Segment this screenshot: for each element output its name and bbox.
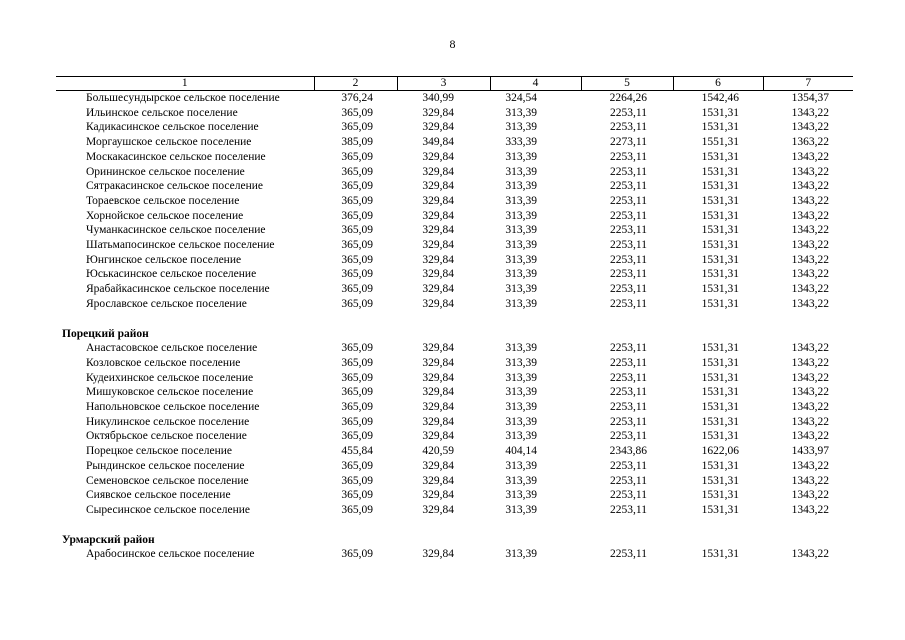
value-cell: 1343,22 [791, 489, 829, 502]
value-cell: 2253,11 [610, 401, 647, 414]
value-cell: 313,39 [505, 503, 537, 516]
table-row [56, 91, 853, 106]
value-cell: 313,39 [505, 194, 537, 207]
settlement-name: Сыресинское сельское поселение [86, 503, 251, 516]
settlement-name: Хорнойское сельское поселение [86, 209, 244, 222]
value-cell: 2253,11 [610, 548, 647, 561]
value-cell: 340,99 [422, 92, 454, 104]
value-cell: 329,84 [422, 356, 454, 369]
value-cell: 329,84 [422, 548, 454, 561]
value-cell: 1354,37 [791, 92, 829, 104]
value-cell: 365,09 [341, 106, 373, 119]
value-cell: 329,84 [422, 165, 454, 178]
value-cell: 2253,11 [610, 209, 647, 222]
table-row [56, 267, 853, 282]
value-cell: 1343,22 [791, 180, 829, 193]
value-cell: 1343,22 [791, 194, 829, 207]
value-cell: 333,39 [505, 136, 537, 149]
table-row [56, 371, 853, 386]
table-row [56, 547, 853, 562]
value-cell: 2253,11 [610, 371, 647, 384]
value-cell: 1531,31 [701, 356, 739, 369]
value-cell: 1551,31 [701, 136, 739, 149]
table-row [56, 179, 853, 194]
value-cell: 1531,31 [701, 283, 739, 296]
settlement-name: Порецкое сельское поселение [86, 445, 233, 458]
value-cell: 1343,22 [791, 268, 829, 281]
settlement-name: Октябрьское сельское поселение [86, 430, 247, 443]
value-cell: 404,14 [505, 445, 537, 458]
value-cell: 329,84 [422, 106, 454, 119]
value-cell: 329,84 [422, 194, 454, 207]
value-cell: 329,84 [422, 430, 454, 443]
value-cell: 365,09 [341, 150, 373, 163]
table-row [56, 400, 853, 415]
table-row [56, 120, 853, 135]
section-spacer [56, 518, 853, 533]
value-cell: 1433,97 [791, 445, 829, 458]
value-cell: 349,84 [422, 136, 454, 149]
value-cell: 324,54 [505, 92, 537, 104]
settlement-name: Ярабайкасинское сельское поселение [86, 283, 270, 296]
value-cell: 329,84 [422, 459, 454, 472]
column-header: 5 [581, 77, 673, 91]
value-cell: 329,84 [422, 209, 454, 222]
column-header: 1 [56, 77, 314, 91]
settlement-name: Арабосинское сельское поселение [86, 548, 255, 561]
value-cell: 1343,22 [791, 253, 829, 266]
table-row [56, 238, 853, 253]
spacer-cell [56, 312, 853, 327]
settlement-name: Ярославское сельское поселение [86, 297, 247, 310]
value-cell: 365,09 [341, 386, 373, 399]
value-cell: 1343,22 [791, 342, 829, 355]
settlement-name: Кадикасинское сельское поселение [86, 121, 259, 134]
value-cell: 1343,22 [791, 430, 829, 443]
value-cell: 329,84 [422, 150, 454, 163]
value-cell: 1531,31 [701, 401, 739, 414]
value-cell: 2253,11 [610, 268, 647, 281]
value-cell: 1343,22 [791, 401, 829, 414]
value-cell: 1343,22 [791, 415, 829, 428]
table-row [56, 385, 853, 400]
value-cell: 329,84 [422, 283, 454, 296]
column-header: 3 [397, 77, 490, 91]
value-cell: 365,09 [341, 342, 373, 355]
value-cell: 313,39 [505, 224, 537, 237]
value-cell: 1531,31 [701, 194, 739, 207]
value-cell: 329,84 [422, 401, 454, 414]
value-cell: 2253,11 [610, 283, 647, 296]
value-cell: 365,09 [341, 239, 373, 252]
value-cell: 2253,11 [610, 386, 647, 399]
value-cell: 365,09 [341, 224, 373, 237]
section-spacer [56, 312, 853, 327]
value-cell: 313,39 [505, 150, 537, 163]
settlement-name: Кудеихинское сельское поселение [86, 371, 254, 384]
value-cell: 2253,11 [610, 430, 647, 443]
value-cell: 365,09 [341, 401, 373, 414]
settlement-name: Сиявское сельское поселение [86, 489, 231, 502]
value-cell: 329,84 [422, 239, 454, 252]
value-cell: 313,39 [505, 297, 537, 310]
table-row [56, 356, 853, 371]
value-cell: 365,09 [341, 430, 373, 443]
value-cell: 420,59 [422, 445, 454, 458]
settlement-name: Семеновское сельское поселение [86, 474, 249, 487]
value-cell: 313,39 [505, 474, 537, 487]
value-cell: 1531,31 [701, 489, 739, 502]
value-cell: 2253,11 [610, 297, 647, 310]
value-cell: 313,39 [505, 386, 537, 399]
value-cell: 365,09 [341, 209, 373, 222]
column-header: 6 [673, 77, 763, 91]
value-cell: 1531,31 [701, 371, 739, 384]
settlement-name: Юнгинское сельское поселение [86, 253, 242, 266]
table-row [56, 106, 853, 121]
value-cell: 2253,11 [610, 459, 647, 472]
value-cell: 1343,22 [791, 239, 829, 252]
value-cell: 313,39 [505, 106, 537, 119]
settlement-name: Козловское сельское поселение [86, 356, 241, 369]
district-heading: Урмарский район [62, 533, 155, 546]
value-cell: 365,09 [341, 180, 373, 193]
value-cell: 2253,11 [610, 356, 647, 369]
settlement-name: Напольновское сельское поселение [86, 401, 260, 414]
value-cell: 1531,31 [701, 121, 739, 134]
value-cell: 1531,31 [701, 268, 739, 281]
value-cell: 313,39 [505, 356, 537, 369]
value-cell: 1343,22 [791, 283, 829, 296]
value-cell: 1531,31 [701, 386, 739, 399]
value-cell: 365,09 [341, 474, 373, 487]
value-cell: 365,09 [341, 356, 373, 369]
value-cell: 365,09 [341, 121, 373, 134]
value-cell: 329,84 [422, 297, 454, 310]
value-cell: 365,09 [341, 415, 373, 428]
settlement-name: Мишуковское сельское поселение [86, 386, 254, 399]
value-cell: 1531,31 [701, 503, 739, 516]
value-cell: 365,09 [341, 503, 373, 516]
value-cell: 1531,31 [701, 548, 739, 561]
value-cell: 329,84 [422, 371, 454, 384]
value-cell: 1343,22 [791, 386, 829, 399]
value-cell: 1531,31 [701, 297, 739, 310]
value-cell: 1542,46 [701, 92, 739, 104]
page-number: 8 [449, 37, 456, 51]
value-cell: 365,09 [341, 459, 373, 472]
value-cell: 329,84 [422, 224, 454, 237]
value-cell: 2253,11 [610, 503, 647, 516]
value-cell: 313,39 [505, 342, 537, 355]
value-cell: 329,84 [422, 489, 454, 502]
table-row [56, 223, 853, 238]
value-cell: 329,84 [422, 386, 454, 399]
settlement-name: Рындинское сельское поселение [86, 459, 245, 472]
value-cell: 365,09 [341, 371, 373, 384]
settlement-name: Тораевское сельское поселение [86, 194, 240, 207]
value-cell: 1531,31 [701, 106, 739, 119]
settlement-name: Орининское сельское поселение [86, 165, 245, 178]
value-cell: 1531,31 [701, 430, 739, 443]
table-row [56, 341, 853, 356]
value-cell: 2253,11 [610, 415, 647, 428]
value-cell: 1343,22 [791, 371, 829, 384]
value-cell: 365,09 [341, 489, 373, 502]
value-cell: 365,09 [341, 253, 373, 266]
value-cell: 329,84 [422, 342, 454, 355]
table-row [56, 459, 853, 474]
value-cell: 1343,22 [791, 474, 829, 487]
value-cell: 365,09 [341, 283, 373, 296]
settlement-name: Юськасинское сельское поселение [86, 268, 257, 281]
value-cell: 313,39 [505, 253, 537, 266]
table-row [56, 253, 853, 268]
district-heading-row [56, 327, 853, 342]
value-cell: 313,39 [505, 459, 537, 472]
value-cell: 1531,31 [701, 224, 739, 237]
table-row [56, 194, 853, 209]
table-row [56, 135, 853, 150]
value-cell: 1531,31 [701, 474, 739, 487]
value-cell: 2253,11 [610, 180, 647, 193]
value-cell: 2253,11 [610, 150, 647, 163]
value-cell: 313,39 [505, 283, 537, 296]
value-cell: 1343,22 [791, 121, 829, 134]
value-cell: 313,39 [505, 180, 537, 193]
value-cell: 1343,22 [791, 459, 829, 472]
value-cell: 2253,11 [610, 342, 647, 355]
value-cell: 365,09 [341, 297, 373, 310]
value-cell: 329,84 [422, 415, 454, 428]
value-cell: 2253,11 [610, 224, 647, 237]
value-cell: 1343,22 [791, 297, 829, 310]
district-heading: Порецкий район [62, 327, 149, 340]
value-cell: 313,39 [505, 165, 537, 178]
table-row [56, 503, 853, 518]
settlement-name: Шатьмапосинское сельское поселение [86, 239, 275, 252]
table-row [56, 429, 853, 444]
table-header-row [56, 77, 853, 91]
value-cell: 365,09 [341, 194, 373, 207]
settlement-name: Большесундырское сельское поселение [86, 92, 280, 104]
settlement-name: Никулинское сельское поселение [86, 415, 250, 428]
value-cell: 1343,22 [791, 165, 829, 178]
column-header: 7 [763, 77, 853, 91]
value-cell: 313,39 [505, 401, 537, 414]
value-cell: 1531,31 [701, 459, 739, 472]
value-cell: 313,39 [505, 415, 537, 428]
value-cell: 329,84 [422, 253, 454, 266]
value-cell: 1531,31 [701, 342, 739, 355]
settlement-name: Анастасовское сельское поселение [86, 342, 258, 355]
value-cell: 365,09 [341, 548, 373, 561]
value-cell: 329,84 [422, 268, 454, 281]
settlement-name: Сятракасинское сельское поселение [86, 180, 263, 193]
value-cell: 313,39 [505, 430, 537, 443]
table-row [56, 297, 853, 312]
value-cell: 1343,22 [791, 209, 829, 222]
value-cell: 2253,11 [610, 121, 647, 134]
table-row [56, 488, 853, 503]
value-cell: 365,09 [341, 268, 373, 281]
value-cell: 2253,11 [610, 489, 647, 502]
value-cell: 385,09 [341, 136, 373, 149]
value-cell: 1531,31 [701, 253, 739, 266]
value-cell: 313,39 [505, 489, 537, 502]
settlement-name: Моргаушское сельское поселение [86, 136, 252, 149]
value-cell: 313,39 [505, 548, 537, 561]
value-cell: 1343,22 [791, 548, 829, 561]
value-cell: 2253,11 [610, 474, 647, 487]
table-row [56, 150, 853, 165]
value-cell: 313,39 [505, 268, 537, 281]
settlement-name: Москакасинское сельское поселение [86, 150, 266, 163]
table-row [56, 474, 853, 489]
value-cell: 313,39 [505, 209, 537, 222]
value-cell: 313,39 [505, 371, 537, 384]
value-cell: 1622,06 [701, 445, 739, 458]
settlement-name: Ильинское сельское поселение [86, 106, 238, 119]
value-cell: 329,84 [422, 180, 454, 193]
district-heading-row [56, 533, 853, 548]
value-cell: 455,84 [341, 445, 373, 458]
value-cell: 365,09 [341, 165, 373, 178]
table-row [56, 415, 853, 430]
table-row [56, 444, 853, 459]
column-header: 4 [490, 77, 581, 91]
table-row [56, 165, 853, 180]
value-cell: 1343,22 [791, 356, 829, 369]
value-cell: 1531,31 [701, 209, 739, 222]
value-cell: 1343,22 [791, 106, 829, 119]
settlement-name: Чуманкасинское сельское поселение [86, 224, 266, 237]
value-cell: 2253,11 [610, 106, 647, 119]
value-cell: 1531,31 [701, 165, 739, 178]
value-cell: 376,24 [341, 92, 373, 104]
value-cell: 1531,31 [701, 180, 739, 193]
column-header: 2 [314, 77, 397, 91]
value-cell: 313,39 [505, 121, 537, 134]
value-cell: 1343,22 [791, 503, 829, 516]
value-cell: 329,84 [422, 474, 454, 487]
value-cell: 1343,22 [791, 150, 829, 163]
value-cell: 329,84 [422, 121, 454, 134]
spacer-cell [56, 518, 853, 533]
value-cell: 2343,86 [609, 445, 647, 458]
value-cell: 2253,11 [610, 253, 647, 266]
table-body [56, 77, 853, 563]
tariff-table [56, 76, 853, 562]
value-cell: 1363,22 [791, 136, 829, 149]
table-row [56, 209, 853, 224]
value-cell: 329,84 [422, 503, 454, 516]
value-cell: 2253,11 [610, 194, 647, 207]
value-cell: 2253,11 [610, 239, 647, 252]
value-cell: 1531,31 [701, 150, 739, 163]
value-cell: 2273,11 [610, 136, 647, 149]
value-cell: 313,39 [505, 239, 537, 252]
table-row [56, 282, 853, 297]
value-cell: 2253,11 [610, 165, 647, 178]
value-cell: 2264,26 [609, 92, 647, 104]
value-cell: 1531,31 [701, 239, 739, 252]
value-cell: 1531,31 [701, 415, 739, 428]
value-cell: 1343,22 [791, 224, 829, 237]
